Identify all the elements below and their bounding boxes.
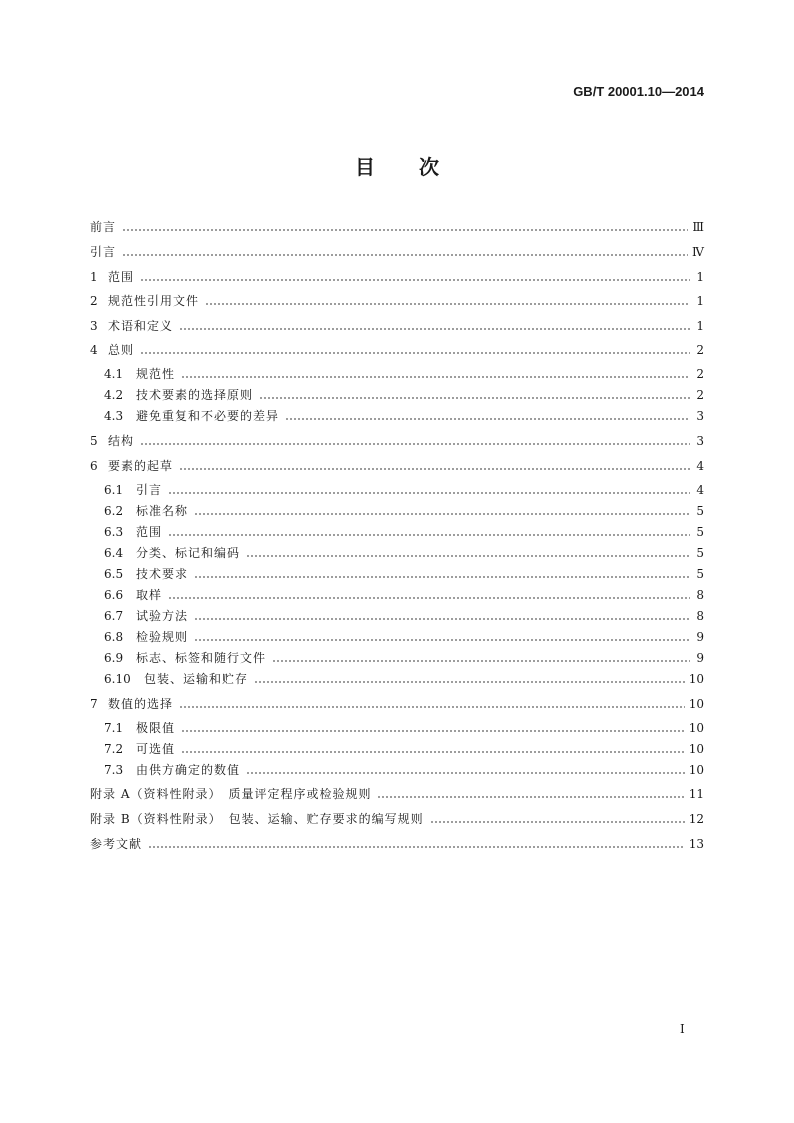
toc-entry-label: 避免重复和不必要的差异	[136, 409, 280, 423]
toc-entry-6-10[interactable]	[104, 668, 704, 686]
toc-entry-number: 6.10	[104, 672, 131, 686]
toc-entry-label: 技术要素的选择原则	[136, 388, 254, 402]
leader-dots	[140, 352, 690, 354]
toc-entry-number: 7	[90, 697, 98, 711]
toc-entry-label: 结构	[108, 434, 135, 448]
toc-entry-number: 1	[90, 270, 98, 284]
toc-entry-label: 参考文献	[90, 837, 143, 851]
toc-entry-label: 术语和定义	[108, 319, 174, 333]
toc-entry-6-8[interactable]	[104, 626, 704, 644]
leader-dots	[205, 303, 690, 305]
leader-dots	[140, 443, 690, 445]
toc-entry-page: 3	[696, 409, 704, 423]
toc-entry-page: Ⅲ	[692, 220, 704, 234]
leader-dots	[272, 660, 690, 662]
leader-dots	[168, 597, 690, 599]
leader-dots	[179, 328, 690, 330]
leader-dots	[285, 418, 690, 420]
toc-entry-number: 6.9	[104, 651, 124, 665]
toc-entry-label: 检验规则	[136, 630, 189, 644]
leader-dots	[148, 846, 685, 848]
toc-entry-label: 要素的起草	[108, 459, 174, 473]
toc-entry-3[interactable]	[90, 315, 704, 333]
toc-entry-page: 4	[696, 483, 704, 497]
leader-dots	[246, 772, 685, 774]
toc-entry-number: 7.2	[104, 742, 124, 756]
toc-entry-6-5[interactable]	[104, 563, 704, 581]
toc-entry-page: 8	[696, 609, 704, 623]
toc-entry-label: 附录 A（资料性附录） 质量评定程序或检验规则	[90, 787, 372, 801]
toc-entry-number: 6.5	[104, 567, 124, 581]
leader-dots	[122, 254, 688, 256]
leader-dots	[140, 279, 690, 281]
toc-entry-label: 取样	[136, 588, 163, 602]
toc-entry-7[interactable]	[90, 693, 704, 711]
toc-entry-page: 1	[696, 294, 704, 308]
toc-entry-page: 1	[696, 270, 704, 284]
toc-entry-number: 6.6	[104, 588, 124, 602]
toc-entry-6-7[interactable]	[104, 605, 704, 623]
toc-entry-introduction[interactable]	[90, 241, 704, 259]
toc-entry-6-4[interactable]	[104, 542, 704, 560]
toc-entry-number: 6.3	[104, 525, 124, 539]
toc-entry-label: 可选值	[136, 742, 176, 756]
toc-entry-page: 9	[696, 651, 704, 665]
toc-entry-label: 范围	[108, 270, 135, 284]
toc-entry-page: 2	[696, 367, 704, 381]
leader-dots	[194, 576, 690, 578]
toc-entry-page: 4	[696, 459, 704, 473]
leader-dots	[194, 513, 690, 515]
toc-entry-4[interactable]	[90, 339, 704, 357]
toc-entry-number: 3	[90, 319, 98, 333]
toc-entry-page: 13	[688, 837, 704, 851]
leader-dots	[168, 534, 690, 536]
toc-entry-page: 10	[688, 697, 704, 711]
toc-entry-number: 6.1	[104, 483, 124, 497]
toc-entry-7-2[interactable]	[104, 738, 704, 756]
leader-dots	[168, 492, 690, 494]
toc-entry-number: 7.3	[104, 763, 124, 777]
toc-entry-page: 5	[696, 546, 704, 560]
leader-dots	[377, 796, 684, 798]
leader-dots	[181, 730, 685, 732]
toc-entry-page: 10	[688, 721, 704, 735]
toc-entry-7-1[interactable]	[104, 717, 704, 735]
toc-entry-label: 规范性	[136, 367, 176, 381]
toc-entry-6-2[interactable]	[104, 500, 704, 518]
toc-entry-label: 引言	[136, 483, 163, 497]
toc-entry-1[interactable]	[90, 266, 704, 284]
toc-entry-page: 5	[696, 567, 704, 581]
toc-entry-6-9[interactable]	[104, 647, 704, 665]
leader-dots	[430, 821, 685, 823]
toc-entry-page: 10	[688, 672, 704, 686]
toc-entry-label: 标准名称	[136, 504, 189, 518]
toc-entry-label: 分类、标记和编码	[136, 546, 241, 560]
toc-entry-label: 附录 B（资料性附录） 包装、运输、贮存要求的编写规则	[90, 812, 424, 826]
toc-entry-number: 6.4	[104, 546, 124, 560]
toc-entry-label: 极限值	[136, 721, 176, 735]
toc-entry-preface[interactable]	[90, 216, 704, 234]
toc-entry-page: 5	[696, 504, 704, 518]
toc-entry-2[interactable]	[90, 290, 704, 308]
toc-entry-page: 2	[696, 388, 704, 402]
toc-entry-label: 试验方法	[136, 609, 189, 623]
toc-entry-bibliography[interactable]	[90, 833, 704, 851]
toc-entry-number: 2	[90, 294, 98, 308]
toc-entry-6-1[interactable]	[104, 479, 704, 497]
toc-title	[0, 151, 794, 180]
toc-entry-number: 6.8	[104, 630, 124, 644]
toc-entry-label: 由供方确定的数值	[136, 763, 241, 777]
toc-entry-number: 5	[90, 434, 98, 448]
toc-entry-label: 数值的选择	[108, 697, 174, 711]
toc-entry-number: 6.7	[104, 609, 124, 623]
leader-dots	[181, 751, 685, 753]
toc-entry-number: 7.1	[104, 721, 124, 735]
toc-entry-label: 标志、标签和随行文件	[136, 651, 267, 665]
toc-entry-page: 1	[696, 319, 704, 333]
toc-entry-6[interactable]	[90, 455, 704, 473]
toc-entry-6-3[interactable]	[104, 521, 704, 539]
toc-entry-number: 6	[90, 459, 98, 473]
leader-dots	[254, 681, 685, 683]
toc-entry-number: 4.2	[104, 388, 124, 402]
toc-entry-page: 8	[696, 588, 704, 602]
toc-entry-6-6[interactable]	[104, 584, 704, 602]
toc-entry-page: Ⅳ	[692, 245, 704, 259]
leader-dots	[181, 376, 690, 378]
toc-entry-page: 11	[688, 787, 704, 801]
toc-entry-label: 技术要求	[136, 567, 189, 581]
toc-entry-4-3[interactable]	[104, 405, 704, 423]
standard-code: GB/T 20001.10—2014	[573, 84, 704, 99]
toc-entry-page: 3	[696, 434, 704, 448]
toc-entry-number: 6.2	[104, 504, 124, 518]
page-number: Ⅰ	[680, 1022, 685, 1036]
toc-entry-label: 引言	[90, 245, 117, 259]
toc-entry-page: 5	[696, 525, 704, 539]
toc-entry-label: 前言	[90, 220, 117, 234]
toc-entry-number: 4.1	[104, 367, 124, 381]
leader-dots	[179, 468, 690, 470]
leader-dots	[259, 397, 690, 399]
toc-entry-label: 包装、运输和贮存	[144, 672, 249, 686]
toc-entry-label: 规范性引用文件	[108, 294, 200, 308]
leader-dots	[122, 229, 688, 231]
leader-dots	[179, 706, 685, 708]
leader-dots	[194, 639, 690, 641]
toc-entry-label: 总则	[108, 343, 135, 357]
toc-entry-annex-a[interactable]	[90, 783, 704, 801]
toc-entry-label: 范围	[136, 525, 163, 539]
toc-entry-annex-b[interactable]	[90, 808, 704, 826]
toc-entry-7-3[interactable]	[104, 759, 704, 777]
toc-entry-4-1[interactable]	[104, 363, 704, 381]
toc-title-char-1: 目	[355, 155, 375, 179]
toc-entry-4-2[interactable]	[104, 384, 704, 402]
toc-entry-number: 4.3	[104, 409, 124, 423]
toc-entry-number: 4	[90, 343, 98, 357]
toc-entry-page: 10	[688, 763, 704, 777]
toc-entry-page: 10	[688, 742, 704, 756]
toc-entry-5[interactable]	[90, 430, 704, 448]
toc-entry-page: 2	[696, 343, 704, 357]
toc-entry-page: 9	[696, 630, 704, 644]
leader-dots	[194, 618, 690, 620]
leader-dots	[246, 555, 690, 557]
toc-entry-page: 12	[688, 812, 704, 826]
toc-title-char-2: 次	[419, 155, 439, 179]
